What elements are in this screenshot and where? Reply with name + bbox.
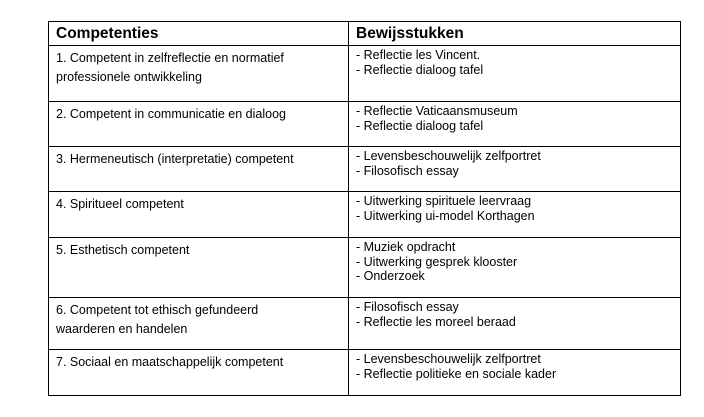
competency-text: 5. Esthetisch competent bbox=[56, 243, 190, 257]
evidence-item: - Filosofisch essay bbox=[356, 163, 459, 178]
evidence-item: - Reflectie Vaticaansmuseum bbox=[356, 104, 518, 118]
evidence-item: - Filosofisch essay bbox=[356, 300, 459, 314]
competency-text: 2. Competent in communicatie en dialoog bbox=[56, 107, 286, 121]
competency-text: 7. Sociaal en maatschappelijk competent bbox=[56, 355, 284, 369]
header-competencies: Competenties bbox=[49, 22, 349, 46]
competency-text: professionele ontwikkeling bbox=[56, 70, 202, 84]
evidence-cell bbox=[349, 46, 681, 102]
table-row bbox=[49, 102, 681, 147]
evidence-item: - Reflectie les moreel beraad bbox=[356, 314, 516, 329]
evidence-item: - Reflectie les Vincent. bbox=[356, 48, 481, 62]
table-row bbox=[49, 192, 681, 238]
table-row bbox=[49, 147, 681, 192]
evidence-cell bbox=[349, 147, 681, 192]
evidence-item: - Muziek opdracht bbox=[356, 240, 456, 254]
evidence-cell bbox=[349, 102, 681, 147]
competency-cell bbox=[49, 298, 349, 350]
evidence-item: - Uitwerking gesprek klooster bbox=[356, 254, 518, 269]
competency-cell bbox=[49, 238, 349, 298]
header-evidence: Bewijsstukken bbox=[349, 22, 681, 46]
evidence-item: - Uitwerking ui-model Korthagen bbox=[356, 208, 535, 223]
competency-text: waarderen en handelen bbox=[56, 322, 188, 336]
competency-cell bbox=[49, 192, 349, 238]
competency-text: 4. Spiritueel competent bbox=[56, 197, 184, 211]
table-row bbox=[49, 298, 681, 350]
table-row bbox=[49, 350, 681, 396]
competency-text: 3. Hermeneutisch (interpretatie) competent bbox=[56, 152, 294, 166]
evidence-item: - Reflectie dialoog tafel bbox=[356, 62, 484, 77]
competency-text: 1. Competent in zelfreflectie en normatief bbox=[56, 51, 284, 65]
evidence-cell bbox=[349, 350, 681, 396]
competency-cell bbox=[49, 102, 349, 147]
header-row bbox=[49, 22, 681, 46]
evidence-item: - Reflectie politieke en sociale kader bbox=[356, 366, 557, 381]
evidence-item: - Levensbeschouwelijk zelfportret bbox=[356, 352, 541, 366]
competency-table bbox=[48, 21, 681, 396]
competency-cell bbox=[49, 147, 349, 192]
competency-cell bbox=[49, 350, 349, 396]
table-row bbox=[49, 46, 681, 102]
evidence-item: - Uitwerking spirituele leervraag bbox=[356, 194, 532, 208]
evidence-cell bbox=[349, 192, 681, 238]
table-row bbox=[49, 238, 681, 298]
evidence-item: - Onderzoek bbox=[356, 269, 425, 283]
evidence-item: - Levensbeschouwelijk zelfportret bbox=[356, 149, 541, 163]
competency-text: 6. Competent tot ethisch gefundeerd bbox=[56, 303, 259, 317]
evidence-item: - Reflectie dialoog tafel bbox=[356, 118, 484, 133]
evidence-cell bbox=[349, 238, 681, 298]
competency-cell bbox=[49, 46, 349, 102]
evidence-cell bbox=[349, 298, 681, 350]
